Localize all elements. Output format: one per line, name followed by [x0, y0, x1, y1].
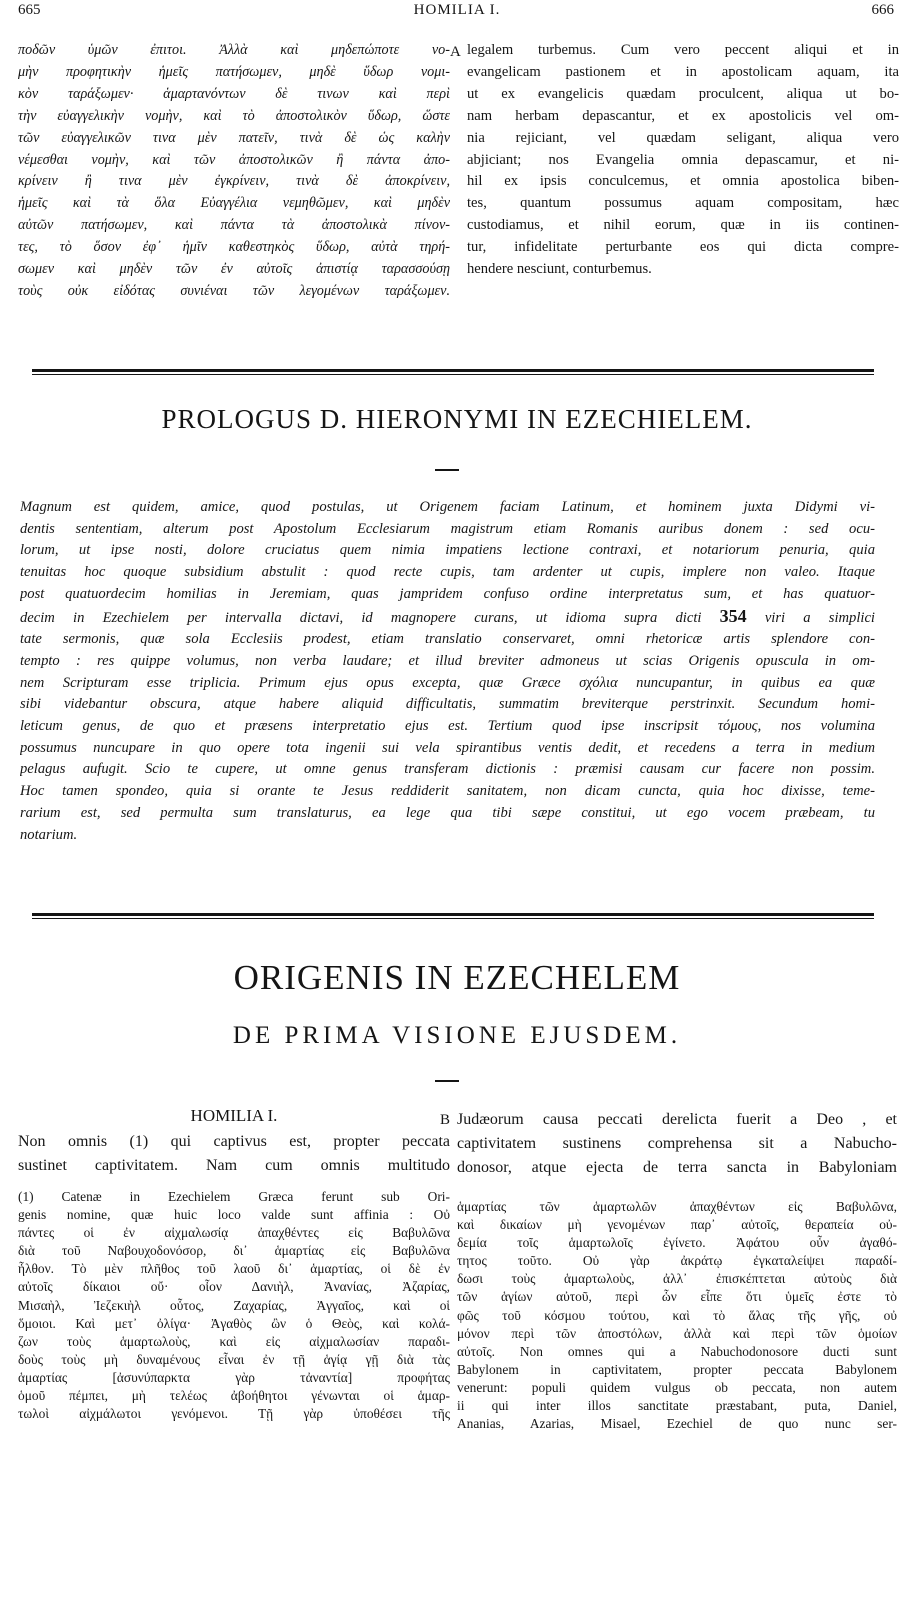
footnote-line: δωσι τοὺς ἁμαρτωλοὺς, ἀλλ᾽ ἐπισκέπτεται αὐτοὺς διὰ [457, 1271, 897, 1287]
prologue-line: Hoc tamen spondeo, quia si orante te Jesus reddiderit sanitatem, non dicam cuncta, quia hoc dixisse, teme- [20, 783, 875, 800]
latin-line: tes, quantum possumus aquam compositam, hæc [467, 195, 899, 212]
homily-text-right [457, 1108, 897, 1180]
prologue-line: tate sermonis, quæ sola Ecclesiis prodest, etiam translatio conservaret, omni rhetoricæ artis splendore con- [20, 631, 875, 648]
prologue-line: pelagus aufugit. Scio te cupere, ut omne genus transferam dictionis : præmisi causam cur facere non possim. [20, 761, 875, 778]
main-title-line1: ORIGENIS IN EZECHELEM [233, 958, 681, 997]
prologue-title: PROLOGUS D. HIERONYMI IN EZECHIELEM. [161, 404, 753, 434]
main-title-line2: DE PRIMA VISIONE EJUSDEM. [232, 1022, 682, 1049]
homily-heading: HOMILIA I. [190, 1106, 278, 1125]
title-dash [435, 469, 459, 471]
greek-line: νέμεσθαι νομὴν, καὶ τῶν ἀποστολικῶν ἢ πάντα ἀπο- [18, 151, 450, 168]
footnote-line: (1) Catenæ in Ezechielem Græca ferunt sub Ori- [18, 1189, 450, 1204]
prologue-line: lorum, ut ipse nosti, dolore cruciatus quem nimia impatiens lectione contraxi, et notariorum penuria, quia [20, 542, 875, 559]
prologue-line: possumus nuncupare in quo opere tota ingenii sui vela spirantibus ventis dedit, et recedens a terra in medium [20, 739, 875, 756]
footnote-line: μόνον περὶ τῶν ἀποστόλων, ἀλλὰ καὶ περὶ τῶν ὁμοίων [457, 1325, 897, 1341]
footnote-line: Ananias, Azarias, Misael, Ezechiel de quo nunc ser- [457, 1416, 897, 1432]
footnote-line: ἁμαρτίας [ἀσυνύπαρκτα γὰρ τἀναντία] προφήτας [18, 1369, 450, 1385]
greek-line: κρίνειν ἢ τινα μὲν ἐγκρίνειν, τινὰ δὲ ἀποκρίνειν, [18, 173, 450, 190]
prologue-line: nem Scripturam esse triplicia. Primum ejus opus excepta, quæ Græce σχόλια nuncupantur, in quibus ea quæ [20, 674, 875, 691]
greek-line: κὸν ταράξωμεν· ἁμαρτανόντων δὲ τινων καὶ περὶ [18, 85, 450, 102]
latin-line: evangelicam pastionem et in apostolicam aquam, ita [467, 63, 899, 80]
prologue-line: rarium est, sed permulta sum translaturus, ea lege qua tibi sæpe constitui, ut ego vocem præbeam, tu [20, 804, 875, 821]
greek-line: αὐτῶν πατήσωμεν, καὶ πάντα τὰ ἀποστολικὰ πίνον- [18, 217, 450, 234]
footnote-line: τητος τοῦτο. Οὐ γὰρ ἀκράτῳ ἐγκαταλείψει παραδί- [457, 1253, 897, 1269]
prologue-text [20, 497, 875, 846]
prologue-line: tenuitas hoc quoque subsidium abstulit : quod recte cupis, tam ardenter ut cupis, implere non valeo. Itaque [20, 564, 875, 581]
footnote-line: Μισαὴλ, Ἰεζεκιὴλ οὗτος, Ζαχαρίας, Ἀγγαῖος, καὶ οἱ [18, 1297, 450, 1313]
prologue-line: Magnum est quidem, amice, quod postulas, ut Origenem faciam Latinum, et hominem juxta Didymi vi- [20, 499, 875, 515]
latin-line: hendere nesciunt, conturbemus. [467, 261, 652, 278]
footnote-line: τωλοὶ αἰχμάλωτοι γενόμενοι. Τῇ γὰρ ὑποθέσει τῆς [18, 1406, 450, 1422]
running-title: HOMILIA I. [413, 2, 501, 18]
footnote-line: διὰ τοῦ Ναβουχοδονόσορ, δι᾽ ἁμαρτίας εἰς Βαβυλῶνα [18, 1243, 450, 1259]
footnote-line: δεμία τοῖς ἁμαρτωλοῖς ἐγίνετο. Ἀφάτου οὖν ἀγαθό- [457, 1235, 897, 1251]
latin-line: nia rejiciant, vel quædam seligant, aliqua vero [467, 129, 899, 146]
footnote-line: αὐτοῖς δίκαιοι οὔ· οἷον Δανιὴλ, Ἀνανίας, Ἀζαρίας, [18, 1279, 450, 1295]
footnote-right [457, 1198, 897, 1433]
prologue-line: post quatuordecim homilias in Jeremiam, quas jampridem confuso ordine interpretatus sum, et has quatuor- [20, 585, 875, 602]
latin-line: ut ex evangelicis quædam proculcent, aliqua ut bo- [467, 85, 899, 102]
latin-line: abjiciant; nos Evangelia omnia depascamur, et ni- [467, 151, 899, 168]
prologue-line: decim in Ezechielem per intervalla dictavi, id magnopere curans, ut idioma supra dicti 354 viri a simplici [20, 605, 875, 626]
greek-line: τες, τὸ ὅσον ἐφ᾽ ἡμῖν καθεστηκὸς ὕδωρ, αὐτὰ τηρή- [18, 239, 450, 256]
greek-line: τοὺς οὐκ εἰδότας συνιέναι τῶν λεγομένων ταράξωμεν. [18, 282, 450, 299]
greek-line: σωμεν καὶ μηδὲν τῶν ἐν αὐτοῖς ἀπιστίᾳ ταρασσούσῃ [18, 261, 450, 278]
greek-line: τῶν εὐαγγελικῶν τινα μὲν πατεῖν, τινὰ δὲ ὡς καλὴν [18, 129, 450, 146]
title-dash-2 [435, 1080, 459, 1082]
footnote-line: ζων τοὺς ἁμαρτωλοὺς, καὶ εἰς αἰχμαλωσίαν παραδι- [18, 1333, 450, 1349]
section-rule-thin-2 [32, 918, 874, 919]
latin-line: hil ex ipsis conculcemus, et omnia apostolica biben- [467, 173, 899, 190]
latin-line: custodiamus, et nihil eorum, quæ in iis continen- [467, 217, 899, 234]
homily-line: Judæorum causa peccati derelicta fuerit a Deo , et [457, 1111, 897, 1128]
footnote-line: ii qui inter illos sanctitate præstabant, puta, Daniel, [457, 1398, 897, 1414]
footnote-line: ὁμοῦ πέμπει, μὴ τελέως ἀβοήθητοι γένωνται οἱ ἁμαρ- [18, 1388, 450, 1404]
footnote-line: αὐτοῖς. Non omnes qui a Nabuchodonosore ducti sunt [457, 1343, 897, 1359]
greek-line: μὴν προφητικὴν ἡμεῖς πατήσωμεν, μηδὲ ὕδωρ νομι- [18, 63, 450, 80]
footnote-line: venerunt: populi quidem vulgus ob peccata, non autem [457, 1379, 897, 1395]
prologue-line: tempto : res quippe volumus, non verba laudare; et illud breviter admoneus ut scias Origenis opuscula in om- [20, 652, 875, 669]
homily-line: sustinet captivitatem. Nam cum omnis multitudo [18, 1157, 450, 1174]
homily-line: Non omnis (1) qui captivus est, propter peccata [18, 1133, 450, 1150]
greek-line: τὴν εὐαγγελικὴν νομὴν, καὶ τὸ ἀποστολικὸν ὕδωρ, ὥστε [18, 107, 450, 124]
prologue-line: notarium. [20, 826, 78, 843]
latin-line: nam herbam depascantur, et ex apostolicis vel om- [467, 107, 899, 124]
section-rule-thick-2 [32, 913, 874, 916]
margin-marker-a: A [450, 44, 461, 60]
greek-line: ποδῶν ὑμῶν ἐπιτοι. Ἀλλὰ καὶ μηδεπώποτε νο- [18, 42, 450, 58]
footnote-line: πάντες οἱ ἐν αἰχμαλωσίᾳ ἀπαχθέντες εἰς Βαβυλῶνα [18, 1225, 450, 1241]
footnote-line: Babylonem in captivitatem, propter peccata Babylonem [457, 1361, 897, 1377]
footnote-line: ὅμοιοι. Καὶ μετ᾽ ὀλίγα· Ἀγαθὸς ὢν ὁ Θεὸς, καὶ κολά- [18, 1315, 450, 1331]
prologue-line: dentis sententiam, alterum post Apostolum Ecclesiarum magistrum etiam Romanis auribus donem : sed ocu- [20, 520, 875, 537]
footnote-line: τῶν ἁγίων αὐτοῦ, περὶ ὧν εἶπε ὅτι ὑμεῖς ἐστε τὸ [457, 1289, 897, 1305]
homily-text-left [18, 1130, 450, 1178]
latin-column-top [467, 40, 899, 281]
margin-marker-b: B [440, 1112, 451, 1128]
column-number: 354 [719, 605, 747, 626]
footnote-line: ἦλθον. Τὸ μὲν πλῆθος τοῦ λαοῦ δι᾽ ἁμαρτίας, οἱ δὲ ἐν [18, 1261, 450, 1277]
prologue-line: leticum genus, de quo et præsens interpretatio ejus est. Tertium quod ipse inscripsit τόμους, nos volumina [20, 718, 875, 735]
footnote-line: καὶ δικαίων μὴ γενομένων παρ᾽ αὐτοῖς, θεραπεία οὐ- [457, 1217, 897, 1233]
page-number-left: 665 [18, 2, 41, 18]
homily-line: captivitatem sustinens comprehensa sit a Nabucho- [457, 1135, 897, 1152]
prologue-line: sibi videbantur obscura, atque habere aliquid difficultatis, summatim breviterque perstrinxit. Secundum homi- [20, 696, 875, 713]
greek-column-top [18, 40, 450, 303]
footnote-line: φῶς τοῦ κόσμου τούτου, καὶ τὸ ἅλας τῆς γῆς, οὐ [457, 1307, 897, 1323]
section-rule-thin [32, 374, 874, 375]
latin-line: legalem turbemus. Cum vero peccent aliqui et in [467, 42, 899, 58]
footnote-line: δοὺς τοὺς μὴ δυναμένους εἶναι ἐν τῇ ἁγίᾳ γῇ διὰ τὰς [18, 1351, 450, 1367]
footnote-line: ἁμαρτίας τῶν ἁμαρτωλῶν ἀπαχθέντων εἰς Βαβυλῶνα, [457, 1199, 897, 1214]
homily-line: donosor, atque ejecta de terra sancta in Babyloniam [457, 1159, 897, 1176]
footnote-left [18, 1188, 450, 1423]
footnote-line: genis nomine, quæ huic loco valde sunt affinia : Οὐ [18, 1207, 450, 1223]
greek-line: ἡμεῖς καὶ τὰ ὅλα Εὐαγγέλια νεμηθῶμεν, καὶ μηδὲν [18, 195, 450, 212]
section-rule-thick [32, 369, 874, 372]
page-number-right: 666 [871, 2, 894, 18]
latin-line: tur, infidelitate perturbante eos qui dicta compre- [467, 239, 899, 256]
